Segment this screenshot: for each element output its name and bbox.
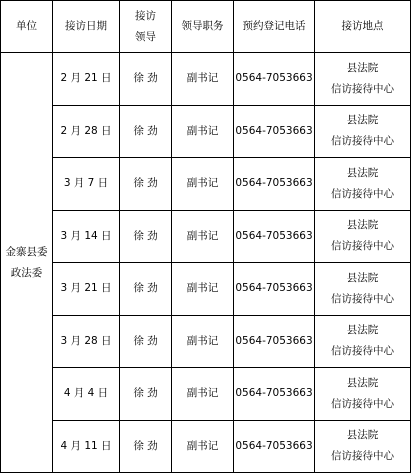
position-cell: 副书记	[172, 105, 234, 158]
leader-cell: 徐 劲	[120, 315, 172, 368]
header-leader	[120, 1, 172, 53]
phone-cell: 0564-7053663	[234, 53, 315, 106]
header-position: 领导职务	[172, 1, 234, 53]
location-cell	[315, 158, 411, 211]
phone-cell: 0564-7053663	[234, 158, 315, 211]
location-line2: 信访接待中心	[331, 292, 394, 305]
location-line2: 信访接待中心	[331, 397, 394, 410]
location-cell	[315, 53, 411, 106]
leader-cell: 徐 劲	[120, 53, 172, 106]
position-cell: 副书记	[172, 210, 234, 263]
unit-cell	[1, 53, 53, 473]
table-row	[1, 210, 411, 263]
leader-cell: 徐 劲	[120, 368, 172, 421]
table-row	[1, 368, 411, 421]
location-line1: 县法院	[346, 429, 379, 442]
location-cell	[315, 210, 411, 263]
leader-cell: 徐 劲	[120, 158, 172, 211]
table-row	[1, 420, 411, 473]
position-cell: 副书记	[172, 368, 234, 421]
location-line1: 县法院	[346, 166, 379, 179]
phone-cell: 0564-7053663	[234, 420, 315, 473]
date-cell: 3 月 14 日	[53, 210, 120, 263]
location-cell	[315, 420, 411, 473]
position-cell: 副书记	[172, 263, 234, 316]
table-row	[1, 263, 411, 316]
location-line1: 县法院	[346, 61, 379, 74]
leader-cell: 徐 劲	[120, 263, 172, 316]
table-row	[1, 53, 411, 106]
location-cell	[315, 263, 411, 316]
position-cell: 副书记	[172, 53, 234, 106]
leader-cell: 徐 劲	[120, 105, 172, 158]
header-unit: 单位	[1, 1, 53, 53]
position-cell: 副书记	[172, 158, 234, 211]
header-location: 接访地点	[315, 1, 411, 53]
date-cell: 4 月 11 日	[53, 420, 120, 473]
unit-line2: 政法委	[10, 266, 43, 279]
table-row	[1, 315, 411, 368]
location-line1: 县法院	[346, 114, 379, 127]
leader-cell: 徐 劲	[120, 210, 172, 263]
table-row	[1, 158, 411, 211]
location-line1: 县法院	[346, 271, 379, 284]
location-line2: 信访接待中心	[331, 345, 394, 358]
location-line2: 信访接待中心	[331, 82, 394, 95]
position-cell: 副书记	[172, 315, 234, 368]
date-cell: 2 月 21 日	[53, 53, 120, 106]
header-leader-line1: 接访	[135, 9, 156, 22]
location-line2: 信访接待中心	[331, 240, 394, 253]
location-cell	[315, 105, 411, 158]
table-row	[1, 105, 411, 158]
location-cell	[315, 315, 411, 368]
date-cell: 4 月 4 日	[53, 368, 120, 421]
position-cell: 副书记	[172, 420, 234, 473]
location-line1: 县法院	[346, 219, 379, 232]
location-line1: 县法院	[346, 324, 379, 337]
phone-cell: 0564-7053663	[234, 105, 315, 158]
header-phone: 预约登记电话	[234, 1, 315, 53]
location-line2: 信访接待中心	[331, 135, 394, 148]
phone-cell: 0564-7053663	[234, 210, 315, 263]
header-row	[1, 1, 411, 53]
location-line1: 县法院	[346, 376, 379, 389]
phone-cell: 0564-7053663	[234, 368, 315, 421]
header-leader-line2: 领导	[135, 30, 156, 43]
header-date: 接访日期	[53, 1, 120, 53]
date-cell: 3 月 28 日	[53, 315, 120, 368]
unit-line1: 金寨县委	[5, 245, 48, 258]
location-line2: 信访接待中心	[331, 187, 394, 200]
location-line2: 信访接待中心	[331, 450, 394, 463]
date-cell: 3 月 7 日	[53, 158, 120, 211]
phone-cell: 0564-7053663	[234, 263, 315, 316]
date-cell: 2 月 28 日	[53, 105, 120, 158]
location-cell	[315, 368, 411, 421]
table-body	[1, 53, 411, 473]
phone-cell: 0564-7053663	[234, 315, 315, 368]
leader-cell: 徐 劲	[120, 420, 172, 473]
date-cell: 3 月 21 日	[53, 263, 120, 316]
